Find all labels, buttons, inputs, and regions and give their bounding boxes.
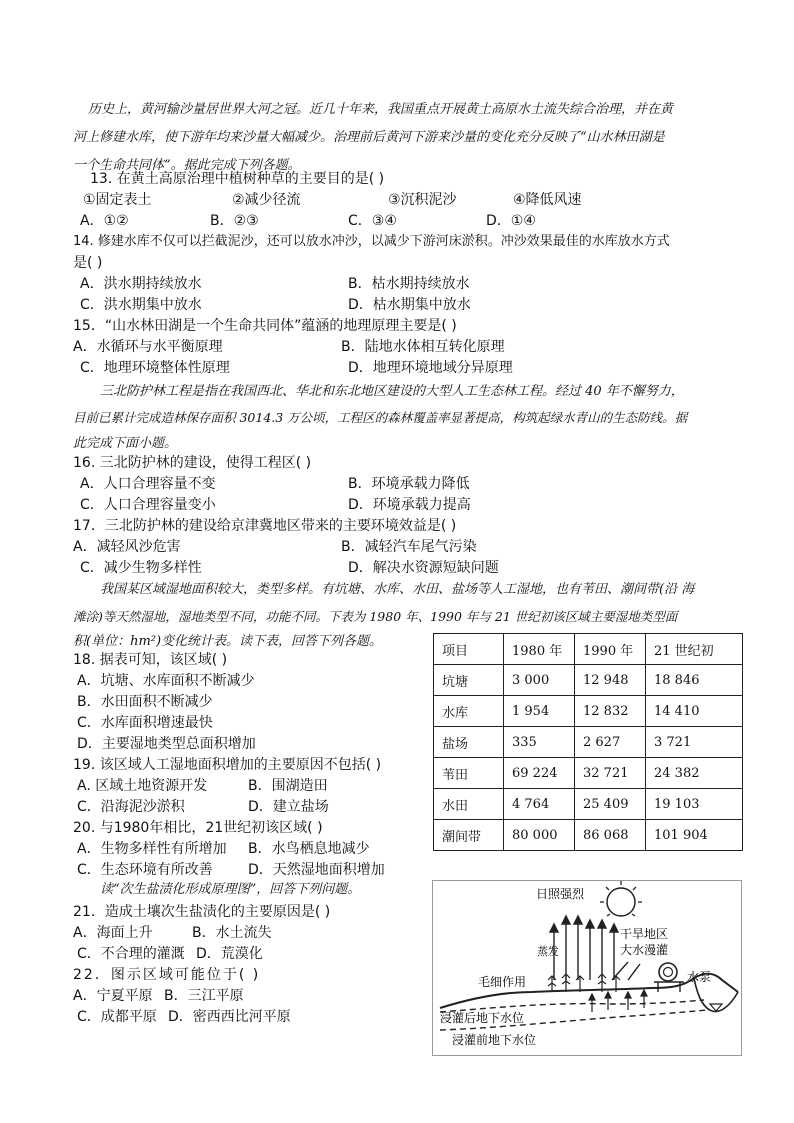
- q16-stem: 16. 三北防护林的建设，使得工程区( ): [73, 455, 312, 471]
- q13-item-3: ③沉积泥沙: [388, 192, 457, 208]
- q13-option-d[interactable]: D．①④: [486, 213, 536, 229]
- table-row: [434, 727, 743, 758]
- q15-option-c[interactable]: C．地理环境整体性原理: [80, 360, 230, 376]
- passage2-line2: 目前已累计完成造林保存面积 3014.3 万公顷，工程区的森林覆盖率显著提高，构筑起绿水青山的生态防线。据: [73, 410, 688, 425]
- q18-option-d[interactable]: D．主要湿地类型总面积增加: [77, 736, 256, 752]
- passage1-line1: 历史上，黄河输沙量居世界大河之冠。近几十年来，我国重点开展黄土高原水土流失综合治理，并在黄: [88, 102, 674, 117]
- q19-stem: 19. 该区域人工湿地面积增加的主要原因不包括( ): [73, 757, 382, 773]
- q21-stem: 21．造成土壤次生盐渍化的主要原因是( ): [73, 904, 331, 920]
- table-cell: 潮间带: [434, 820, 504, 851]
- table-cell: 2 627: [575, 727, 646, 758]
- capillary-label: 毛细作用: [478, 975, 527, 989]
- table-cell: 12 948: [575, 665, 646, 696]
- table-row: [434, 758, 743, 789]
- passage3-line2: 滩涂)等天然湿地，湿地类型不同，功能不同。下表为 1980 年、1990 年与 21 世纪初该区域主要湿地类型面: [73, 609, 678, 624]
- q16-option-a[interactable]: A．人口合理容量不变: [80, 476, 216, 492]
- table-cell: 3 000: [504, 665, 575, 696]
- evaporation-label: 蒸发: [537, 945, 559, 958]
- table-cell: 14 410: [646, 696, 743, 727]
- q22-option-a[interactable]: A．宁夏平原: [73, 988, 153, 1004]
- q13-item-2: ②减少径流: [232, 192, 301, 208]
- q20-option-a[interactable]: A．生物多样性有所增加: [77, 841, 227, 857]
- q13-option-a[interactable]: A．①②: [80, 213, 129, 229]
- pump-label: 水泵: [687, 970, 712, 984]
- table-header-cell: 21 世纪初: [646, 634, 743, 665]
- table-cell: 335: [504, 727, 575, 758]
- table-cell: 101 904: [646, 820, 743, 851]
- table-cell: 18 846: [646, 665, 743, 696]
- q15-stem: 15．“山水林田湖是一个生命共同体”蕴涵的地理原理主要是( ): [73, 318, 457, 334]
- q19-option-a[interactable]: A. 区域土地资源开发: [77, 778, 208, 794]
- table-cell: 25 409: [575, 789, 646, 820]
- q16-option-c[interactable]: C．人口合理容量变小: [80, 497, 216, 513]
- q13-option-b[interactable]: B．②③: [210, 213, 259, 229]
- q18-option-a[interactable]: A．坑塘、水库面积不断减少: [77, 673, 255, 689]
- table-cell: 12 832: [575, 696, 646, 727]
- table-cell: 86 068: [575, 820, 646, 851]
- before-watertable-label: 浸灌前地下水位: [452, 1033, 537, 1047]
- passage1-line3: 一个生命共同体”。据此完成下列各题。: [73, 158, 301, 173]
- table-cell: 水田: [434, 789, 504, 820]
- q14-stem-line1: 14. 修建水库不仅可以拦截泥沙，还可以放水冲沙，以减少下游河床淤积。冲沙效果最佳的水库放水方式: [73, 234, 670, 249]
- q16-option-b[interactable]: B．环境承载力降低: [348, 476, 470, 492]
- q22-option-d[interactable]: D．密西西比河平原: [168, 1009, 291, 1025]
- passage3-line3: 积(单位：hm²)变化统计表。读下表，回答下列各题。: [73, 634, 383, 649]
- irrigation-label-2: 大水漫灌: [620, 943, 669, 957]
- q22-option-c[interactable]: C．成都平原: [77, 1009, 157, 1025]
- q15-option-d[interactable]: D．地理环境地域分异原理: [348, 360, 513, 376]
- table-cell: 3 721: [646, 727, 743, 758]
- irrigation-label-1: 干旱地区: [620, 927, 669, 941]
- q21-option-c[interactable]: C．不合理的灌溉: [77, 946, 185, 962]
- wetland-area-table: [433, 633, 743, 851]
- q20-stem: 20. 与1980年相比，21世纪初该区域( ): [73, 820, 323, 836]
- table-header-cell: 1990 年: [575, 634, 646, 665]
- q17-option-c[interactable]: C．减少生物多样性: [80, 560, 202, 576]
- q14-option-b[interactable]: B．枯水期持续放水: [348, 276, 470, 292]
- q14-option-d[interactable]: D．枯水期集中放水: [348, 297, 471, 313]
- table-cell: 水库: [434, 696, 504, 727]
- q13-stem: 13. 在黄土高原治理中植树种草的主要目的是( ): [90, 171, 385, 187]
- table-cell: 19 103: [646, 789, 743, 820]
- passage1-line2: 河上修建水库，使下游年均来沙量大幅减少。治理前后黄河下游来沙量的变化充分反映了“山水林田湖是: [73, 130, 665, 145]
- q14-option-a[interactable]: A．洪水期持续放水: [80, 276, 202, 292]
- q18-stem: 18. 据表可知，该区域( ): [73, 652, 228, 668]
- q13-option-c[interactable]: C．③④: [348, 213, 397, 229]
- q16-option-d[interactable]: D．环境承载力提高: [348, 497, 471, 513]
- table-cell: 24 382: [646, 758, 743, 789]
- q14-stem-line2: 是( ): [73, 255, 103, 271]
- table-cell: 32 721: [575, 758, 646, 789]
- q18-option-b[interactable]: B．水田面积不断减少: [77, 694, 213, 710]
- diagram-frame: [433, 881, 742, 1056]
- table-cell: 69 224: [504, 758, 575, 789]
- table-header-row: [434, 634, 743, 665]
- q21-option-a[interactable]: A．海面上升: [73, 925, 153, 941]
- q22-stem: 22．图示区域可能位于( ): [73, 967, 261, 983]
- q17-option-b[interactable]: B．减轻汽车尾气污染: [341, 539, 477, 555]
- table-cell: 苇田: [434, 758, 504, 789]
- q14-option-c[interactable]: C．洪水期集中放水: [80, 297, 202, 313]
- q20-option-c[interactable]: C．生态环境有所改善: [77, 862, 213, 878]
- table-cell: 坑塘: [434, 665, 504, 696]
- table-row: [434, 789, 743, 820]
- q17-stem: 17．三北防护林的建设给京津冀地区带来的主要环境效益是( ): [73, 518, 457, 534]
- q19-option-b[interactable]: B．围湖造田: [248, 778, 328, 794]
- q22-option-b[interactable]: B．三江平原: [164, 988, 244, 1004]
- q13-item-1: ①固定表土: [83, 192, 152, 208]
- q20-option-b[interactable]: B．水鸟栖息地减少: [248, 841, 370, 857]
- table-row: [434, 696, 743, 727]
- passage2-line1: 三北防护林工程是指在我国西北、华北和东北地区建设的大型人工生态林工程。经过 40 年不懈努力，: [100, 384, 684, 399]
- q20-option-d[interactable]: D．天然湿地面积增加: [248, 862, 385, 878]
- q15-option-a[interactable]: A．水循环与水平衡原理: [73, 339, 223, 355]
- table-cell: 4 764: [504, 789, 575, 820]
- q15-option-b[interactable]: B．陆地水体相互转化原理: [341, 339, 505, 355]
- q17-option-a[interactable]: A．减轻风沙危害: [73, 539, 181, 555]
- q19-option-c[interactable]: C．沿海泥沙淤积: [77, 799, 185, 815]
- passage2-line3: 此完成下面小题。: [73, 436, 178, 451]
- table-header-cell: 1980 年: [504, 634, 575, 665]
- q17-option-d[interactable]: D．解决水资源短缺问题: [348, 560, 499, 576]
- sun-label: 日照强烈: [536, 887, 585, 901]
- q21-option-b[interactable]: B．水土流失: [192, 925, 272, 941]
- table-row: [434, 820, 743, 851]
- q18-option-c[interactable]: C．水库面积增速最快: [77, 715, 213, 731]
- q13-item-4: ④降低风速: [513, 192, 582, 208]
- table-cell: 盐场: [434, 727, 504, 758]
- salinization-diagram: [432, 880, 742, 1056]
- table-cell: 80 000: [504, 820, 575, 851]
- table-cell: 1 954: [504, 696, 575, 727]
- table-header-cell: 项目: [434, 634, 504, 665]
- q19-option-d[interactable]: D．建立盐场: [248, 799, 329, 815]
- table-row: [434, 665, 743, 696]
- after-watertable-label: 浸灌后地下水位: [440, 1011, 525, 1025]
- passage4: 读“次生盐渍化形成原理图”，回答下列问题。: [100, 882, 361, 897]
- passage3-line1: 我国某区域湿地面积较大，类型多样。有坑塘、水库、水田、盐场等人工湿地，也有苇田、潮间带(沿 海: [100, 582, 695, 597]
- q21-option-d[interactable]: D．荒漠化: [196, 946, 263, 962]
